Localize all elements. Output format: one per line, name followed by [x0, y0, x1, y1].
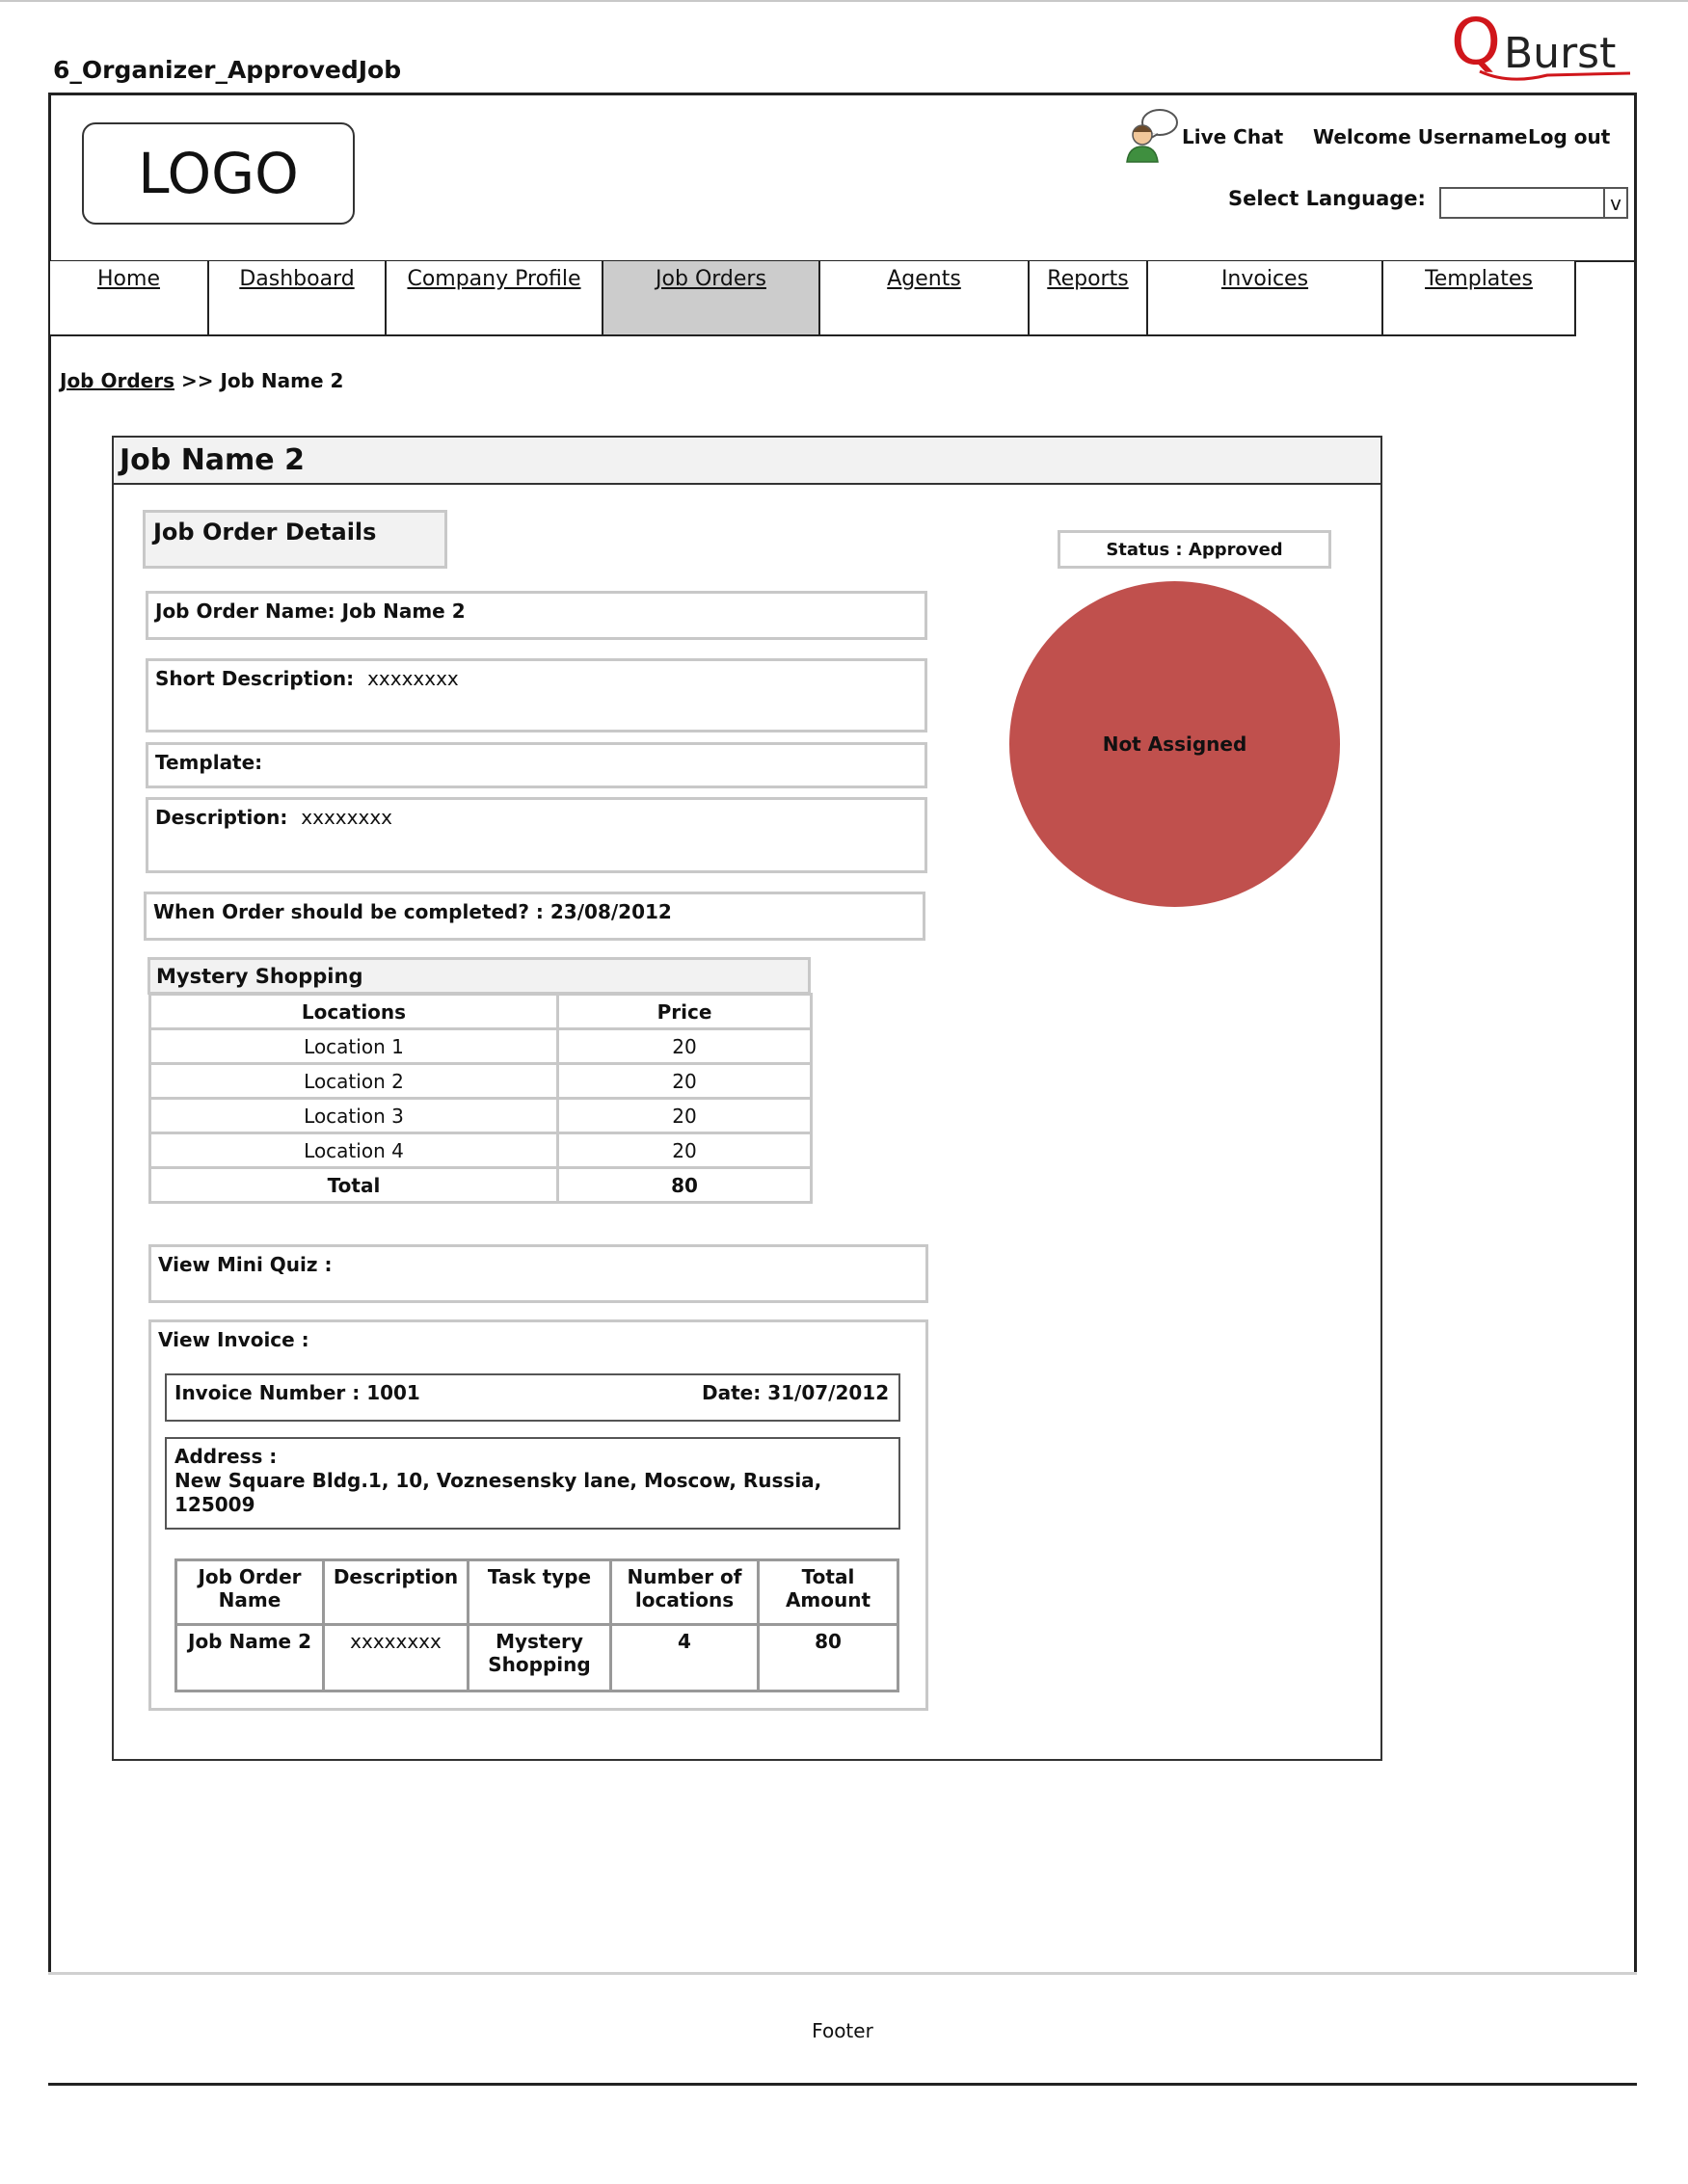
nav-agents[interactable] — [818, 261, 1030, 336]
description-value: xxxxxxxx — [301, 806, 392, 829]
view-mini-quiz-link[interactable] — [148, 1244, 928, 1303]
invoice-address-box — [165, 1437, 900, 1530]
template-field — [146, 742, 927, 788]
address-value: New Square Bldg.1, 10, Voznesensky lane, Moscow, Russia, 125009 — [174, 1469, 822, 1516]
invoice-table — [174, 1558, 899, 1692]
column-header-number-of-locations: Number of locations — [611, 1560, 759, 1625]
nav-dashboard[interactable] — [207, 261, 387, 336]
language-label: Select Language: — [1228, 187, 1426, 210]
table-header-row — [150, 995, 812, 1029]
logo-text: LOGO — [138, 141, 299, 206]
language-select[interactable] — [1439, 187, 1628, 219]
table-row — [150, 1064, 812, 1099]
breadcrumb — [60, 369, 343, 392]
address-label: Address : — [174, 1445, 278, 1468]
nav-label: Dashboard — [239, 267, 355, 291]
invoice-date — [702, 1381, 889, 1404]
qburst-q: Q — [1451, 8, 1501, 79]
invoice-number-value: 1001 — [366, 1381, 420, 1404]
view-invoice-label[interactable]: View Invoice : — [158, 1328, 309, 1351]
nav-label: Home — [97, 267, 160, 291]
completion-date-value: 23/08/2012 — [549, 900, 672, 923]
nav-invoices[interactable] — [1146, 261, 1383, 336]
footer-text: Footer — [812, 2018, 873, 2042]
nav-label: Reports — [1047, 267, 1129, 291]
column-header-description: Description — [324, 1560, 469, 1625]
status-badge: Status : Approved — [1058, 530, 1331, 569]
assignment-status-text: Not Assigned — [1102, 732, 1247, 756]
logout-link[interactable]: Log out — [1528, 125, 1611, 148]
task-type-cell: Mystery Shopping — [469, 1625, 611, 1691]
breadcrumb-job-orders[interactable]: Job Orders — [60, 369, 174, 392]
nav-label: Job Orders — [656, 267, 766, 291]
mystery-shopping-table — [148, 993, 813, 1204]
qburst-word: Burst — [1504, 29, 1617, 78]
location-cell: Location 3 — [150, 1099, 558, 1133]
column-header-total-amount: Total Amount — [759, 1560, 898, 1625]
nav-templates[interactable] — [1381, 261, 1576, 336]
chevron-down-icon[interactable] — [1603, 189, 1626, 217]
nav-home[interactable] — [48, 261, 209, 336]
location-cell: Location 1 — [150, 1029, 558, 1064]
breadcrumb-separator: >> — [180, 369, 214, 392]
job-order-name-value: Job Name 2 — [341, 599, 466, 623]
bottom-rule — [48, 2083, 1637, 2086]
completion-date-label: When Order should be completed? : — [153, 900, 544, 923]
column-header-price: Price — [558, 995, 812, 1029]
location-cell: Location 2 — [150, 1064, 558, 1099]
nav-label: Company Profile — [407, 267, 581, 291]
job-title: Job Name 2 — [112, 436, 1382, 485]
breadcrumb-current: Job Name 2 — [220, 369, 344, 392]
nav-label: Templates — [1425, 267, 1533, 291]
invoice-date-label: Date: — [702, 1381, 762, 1404]
price-cell: 20 — [558, 1099, 812, 1133]
table-row — [150, 1133, 812, 1168]
description-cell: xxxxxxxx — [324, 1625, 469, 1691]
live-chat-link[interactable]: Live Chat — [1182, 125, 1284, 148]
short-description-label: Short Description: — [155, 667, 355, 690]
completion-date-field — [144, 892, 925, 941]
price-cell: 20 — [558, 1064, 812, 1099]
page-label: 6_Organizer_ApprovedJob — [53, 56, 402, 84]
column-header-task-type: Task type — [469, 1560, 611, 1625]
top-rule — [0, 0, 1688, 2]
nav-company-profile[interactable] — [385, 261, 603, 336]
invoice-number-label: Invoice Number : — [174, 1381, 361, 1404]
price-cell: 20 — [558, 1029, 812, 1064]
table-header-row — [176, 1560, 898, 1625]
nav-reports[interactable] — [1028, 261, 1148, 336]
language-arrow-glyph: v — [1610, 191, 1621, 215]
mystery-shopping-heading: Mystery Shopping — [147, 957, 811, 995]
invoice-number-box — [165, 1373, 900, 1422]
live-chat-icon[interactable] — [1123, 106, 1181, 164]
invoice-date-value: 31/07/2012 — [767, 1381, 890, 1404]
location-cell: Location 4 — [150, 1133, 558, 1168]
welcome-text: Welcome Username — [1313, 125, 1528, 148]
short-description-field — [146, 658, 927, 732]
job-order-name-label: Job Order Name: — [155, 599, 335, 623]
template-label: Template: — [155, 751, 263, 774]
table-row — [150, 1099, 812, 1133]
footer — [48, 1972, 1637, 2086]
view-mini-quiz-label: View Mini Quiz : — [158, 1253, 333, 1276]
price-cell: 20 — [558, 1133, 812, 1168]
description-field — [146, 797, 927, 873]
description-label: Description: — [155, 806, 288, 829]
column-header-job-order-name: Job Order Name — [176, 1560, 324, 1625]
logo-placeholder[interactable] — [82, 122, 355, 225]
job-order-name-field — [146, 591, 927, 640]
table-row — [150, 1029, 812, 1064]
nav-job-orders[interactable] — [602, 261, 820, 336]
number-of-locations-cell: 4 — [611, 1625, 759, 1691]
nav-label: Agents — [887, 267, 961, 291]
qburst-logo — [1451, 8, 1634, 87]
total-value: 80 — [558, 1168, 812, 1203]
assignment-status-circle — [1009, 581, 1340, 907]
short-description-value: xxxxxxxx — [367, 667, 459, 690]
job-order-details-heading: Job Order Details — [143, 510, 447, 569]
total-amount-cell: 80 — [759, 1625, 898, 1691]
nav-label: Invoices — [1220, 267, 1309, 291]
table-total-row — [150, 1168, 812, 1203]
job-order-name-cell: Job Name 2 — [176, 1625, 324, 1691]
table-row — [176, 1625, 898, 1691]
total-label: Total — [150, 1168, 558, 1203]
column-header-locations: Locations — [150, 995, 558, 1029]
